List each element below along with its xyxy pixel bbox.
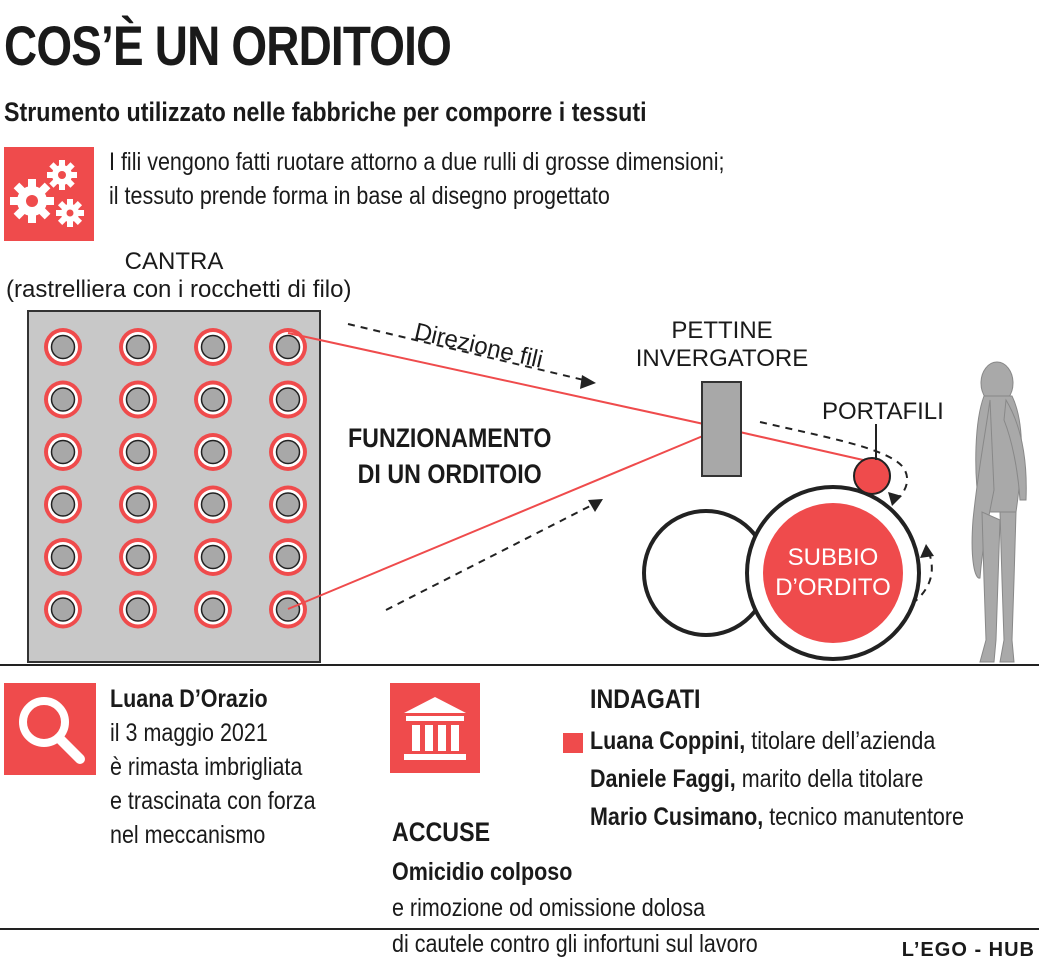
- indagato-2-name: Daniele Faggi,: [590, 765, 736, 793]
- portafili-label: PORTAFILI: [822, 398, 944, 425]
- indagato-3: [590, 800, 964, 834]
- direction-label: Direzione fili: [411, 318, 546, 374]
- indagato-2-role: marito della titolare: [735, 765, 924, 793]
- pettine-label: [632, 317, 812, 373]
- accuse-title: ACCUSE: [392, 817, 491, 847]
- intro-line-2: il tessuto prende forma in base al disegno progettato: [109, 182, 610, 210]
- spool: [269, 381, 307, 419]
- spool: [269, 538, 307, 576]
- spool: [44, 328, 82, 366]
- spool: [44, 538, 82, 576]
- page-subtitle: Strumento utilizzato nelle fabbriche per comporre i tessuti: [4, 97, 647, 127]
- pettine-invergatore: [702, 382, 741, 476]
- subbio-line-2: D’ORDITO: [775, 574, 891, 601]
- indagati-title: INDAGATI: [590, 684, 701, 714]
- victim-text: [110, 682, 316, 852]
- search-icon: [4, 683, 96, 775]
- spool: [194, 591, 232, 629]
- indagato-3-role: tecnico manutentore: [763, 803, 965, 831]
- victim-name: Luana D’Orazio: [110, 685, 268, 713]
- courthouse-icon: [390, 683, 480, 773]
- cantra-note: (rastrelliera con i rocchetti di filo): [6, 276, 352, 303]
- indagato-1: [590, 724, 935, 758]
- accuse-bold: Omicidio colposo: [392, 858, 573, 886]
- divider-top: [0, 664, 1039, 666]
- page-title: COS’È UN ORDITOIO: [4, 14, 452, 77]
- spool: [194, 433, 232, 471]
- spool: [119, 381, 157, 419]
- spool: [269, 591, 307, 629]
- subbio-label: [768, 543, 898, 603]
- spool: [44, 433, 82, 471]
- accuse-line-2: di cautele contro gli infortuni sul lavoro: [392, 930, 758, 958]
- spool: [119, 328, 157, 366]
- spool: [269, 486, 307, 524]
- victim-line-2: è rimasta imbrigliata: [110, 753, 303, 781]
- diagram-heading-line-1: FUNZIONAMENTO: [348, 423, 552, 453]
- diagram-heading-line-2: DI UN ORDITOIO: [357, 459, 542, 489]
- spool: [44, 381, 82, 419]
- accuse-rest: e rimozione od omissione dolosa: [392, 894, 706, 922]
- indagato-3-name: Mario Cusimano,: [590, 803, 764, 831]
- woman-silhouette: [972, 362, 1026, 662]
- accuse-line-1: [392, 854, 758, 926]
- spool: [44, 591, 82, 629]
- victim-line-1: il 3 maggio 2021: [110, 719, 268, 747]
- pettine-line-1: PETTINE: [671, 317, 773, 344]
- portafili-roller: [854, 458, 890, 494]
- spool: [119, 433, 157, 471]
- pettine-line-2: INVERGATORE: [635, 345, 809, 372]
- spool: [119, 591, 157, 629]
- indagati-marker: [563, 733, 583, 753]
- indagato-1-name: Luana Coppini,: [590, 727, 746, 755]
- spool: [44, 486, 82, 524]
- divider-bottom: [0, 928, 1039, 930]
- indagato-1-role: titolare dell’azienda: [745, 727, 936, 755]
- victim-line-4: nel meccanismo: [110, 821, 266, 849]
- indagato-2: [590, 762, 923, 796]
- spool: [119, 538, 157, 576]
- spool: [194, 538, 232, 576]
- spool: [194, 381, 232, 419]
- credit-label: L’EGO - HUB: [901, 939, 1035, 961]
- spool: [119, 486, 157, 524]
- diagram-heading: [348, 420, 551, 492]
- spool: [194, 328, 232, 366]
- spool: [269, 433, 307, 471]
- victim-line-3: e trascinata con forza: [110, 787, 316, 815]
- cantra-title: CANTRA: [124, 248, 224, 275]
- accuse-text: [392, 854, 758, 962]
- subbio-line-1: SUBBIO: [787, 544, 879, 571]
- intro-line-1: I fili vengono fatti ruotare attorno a due rulli di grosse dimensioni;: [109, 148, 725, 176]
- spool: [194, 486, 232, 524]
